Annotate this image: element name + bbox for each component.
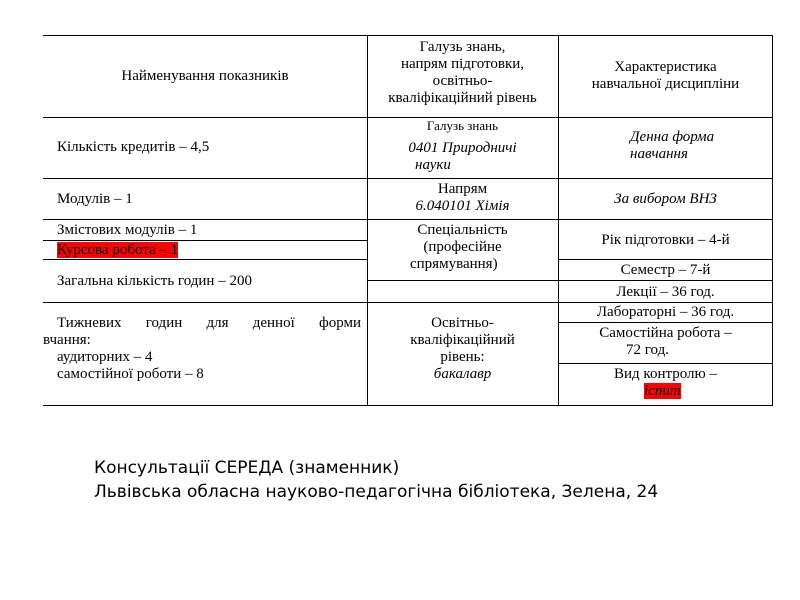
header-line: освітньо-: [432, 73, 493, 89]
header-line: Галузь знань,: [419, 39, 506, 55]
self-work: [558, 325, 773, 359]
weekly-hours-self: самостійної роботи – 8: [57, 366, 204, 382]
level-line: рівень:: [440, 349, 485, 365]
labs: Лабораторні – 36 год.: [596, 304, 735, 320]
semester: Семестр – 7-й: [620, 262, 711, 278]
table-rule: [367, 280, 773, 281]
elective: За вибором ВНЗ: [614, 191, 717, 207]
field-of-knowledge: [367, 118, 558, 174]
specialty-line: Спеціальність: [417, 222, 508, 238]
field-value: 0401 Природничі: [408, 140, 517, 156]
header-line: напрям підготовки,: [400, 56, 525, 72]
control-type: [558, 366, 773, 400]
study-year: Рік підготовки – 4-й: [601, 232, 730, 248]
weekly-hours-line1: Тижневих годин для денної форми: [57, 315, 361, 331]
course-work-label: Курсова робота – 1: [57, 242, 179, 258]
header-line: кваліфікаційний рівень: [388, 90, 537, 106]
control-type-line: [558, 383, 773, 400]
control-type-value: іспит: [644, 383, 681, 399]
table-rule: [558, 259, 773, 260]
control-type-label: Вид контролю –: [614, 366, 717, 382]
table-rule: [43, 259, 367, 260]
footer-notes: [94, 456, 658, 504]
credits: Кількість кредитів – 4,5: [57, 139, 210, 155]
table-rule: [558, 322, 773, 323]
content-modules: Змістових модулів – 1: [57, 222, 198, 238]
header-line: Характеристика: [614, 59, 717, 75]
study-form-line: Денна форма: [630, 129, 715, 145]
library-address: Львівська обласна науково-педагогічна бібліотека, Зелена, 24: [94, 482, 659, 502]
table-rule: [558, 363, 773, 364]
weekly-hours: [43, 315, 361, 383]
direction: [367, 181, 558, 215]
consultation-note: Консультації СЕРЕДА (знаменник): [94, 458, 400, 478]
direction-value: 6.040101 Хімія: [415, 198, 510, 214]
specialty-line: спрямування): [410, 256, 498, 272]
weekly-hours-line2: вчання:: [43, 332, 91, 348]
direction-label: Напрям: [437, 181, 488, 197]
table-rule: [43, 240, 367, 241]
lectures: Лекції – 36 год.: [616, 284, 715, 300]
modules: Модулів – 1: [57, 191, 133, 207]
course-work: [57, 242, 178, 259]
table-rule: [43, 405, 773, 406]
weekly-hours-auditory: аудиторних – 4: [57, 349, 153, 365]
level-line: Освітньо-: [431, 315, 494, 331]
header-field-direction: [367, 39, 558, 107]
study-form-line: навчання: [630, 146, 688, 162]
table-rule: [43, 178, 773, 179]
specialty: [367, 222, 558, 273]
study-form: [630, 129, 714, 163]
total-hours: Загальна кількість годин – 200: [57, 273, 252, 289]
table-rule: [43, 302, 773, 303]
header-indicators: Найменування показників: [121, 68, 289, 84]
qualification-level: [367, 315, 558, 383]
specialty-line: (професійне: [423, 239, 502, 255]
table-rule: [43, 35, 773, 36]
header-line: навчальної дисципліни: [591, 76, 740, 92]
header-course-characteristics: [563, 59, 768, 93]
self-work-line: 72 год.: [626, 342, 669, 358]
field-value: науки: [415, 157, 451, 173]
level-line: кваліфікаційний: [410, 332, 515, 348]
level-value: бакалавр: [433, 366, 492, 382]
self-work-line: Самостійна робота –: [599, 325, 732, 341]
field-label: Галузь знань: [426, 118, 499, 133]
table-rule: [43, 219, 773, 220]
